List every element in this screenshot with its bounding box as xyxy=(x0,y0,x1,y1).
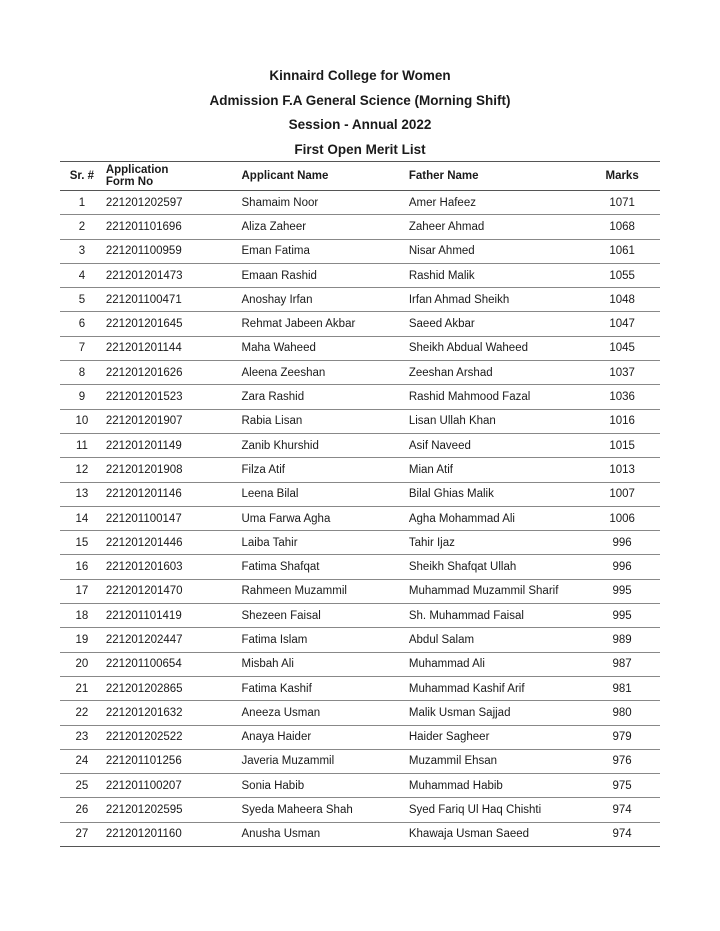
table-row xyxy=(60,433,660,457)
father-name-cell: Sheikh Abdual Waheed xyxy=(409,336,584,360)
father-name-cell: Agha Mohammad Ali xyxy=(409,506,584,530)
father-name-cell: Muhammad Ali xyxy=(409,652,584,676)
application-no-cell: 221201101419 xyxy=(104,604,242,628)
col-header-applicant-name: Applicant Name xyxy=(242,162,409,191)
application-no-cell: 221201202597 xyxy=(104,191,242,215)
sr-cell: 25 xyxy=(60,774,104,798)
applicant-name-cell: Fatima Kashif xyxy=(242,676,409,700)
application-no-cell: 221201201446 xyxy=(104,531,242,555)
sr-cell: 8 xyxy=(60,361,104,385)
application-no-cell: 221201100471 xyxy=(104,288,242,312)
marks-cell: 996 xyxy=(584,555,660,579)
applicant-name-cell: Rahmeen Muzammil xyxy=(242,579,409,603)
sr-cell: 2 xyxy=(60,215,104,239)
table-row xyxy=(60,191,660,215)
application-no-cell: 221201201473 xyxy=(104,263,242,287)
applicant-name-cell: Filza Atif xyxy=(242,458,409,482)
marks-cell: 1006 xyxy=(584,506,660,530)
marks-cell: 995 xyxy=(584,579,660,603)
table-row xyxy=(60,458,660,482)
marks-cell: 987 xyxy=(584,652,660,676)
sr-cell: 5 xyxy=(60,288,104,312)
applicant-name-cell: Anoshay Irfan xyxy=(242,288,409,312)
applicant-name-cell: Misbah Ali xyxy=(242,652,409,676)
application-no-cell: 221201201632 xyxy=(104,701,242,725)
application-no-cell: 221201201523 xyxy=(104,385,242,409)
application-no-cell: 221201100207 xyxy=(104,774,242,798)
marks-cell: 1055 xyxy=(584,263,660,287)
table-row xyxy=(60,215,660,239)
application-no-cell: 221201201146 xyxy=(104,482,242,506)
sr-cell: 1 xyxy=(60,191,104,215)
father-name-cell: Syed Fariq Ul Haq Chishti xyxy=(409,798,584,822)
sr-cell: 12 xyxy=(60,458,104,482)
col-header-application-line2: Form No xyxy=(105,176,154,188)
applicant-name-cell: Zanib Khurshid xyxy=(242,433,409,457)
application-no-cell: 221201202595 xyxy=(104,798,242,822)
document-header xyxy=(0,64,720,162)
application-no-cell: 221201201645 xyxy=(104,312,242,336)
table-row xyxy=(60,798,660,822)
father-name-cell: Sheikh Shafqat Ullah xyxy=(409,555,584,579)
application-no-cell: 221201201470 xyxy=(104,579,242,603)
table-row xyxy=(60,312,660,336)
table-row xyxy=(60,676,660,700)
table-row xyxy=(60,555,660,579)
father-name-cell: Rashid Malik xyxy=(409,263,584,287)
marks-cell: 1071 xyxy=(584,191,660,215)
applicant-name-cell: Shamaim Noor xyxy=(242,191,409,215)
table-row xyxy=(60,628,660,652)
sr-cell: 20 xyxy=(60,652,104,676)
sr-cell: 13 xyxy=(60,482,104,506)
table-body xyxy=(60,191,660,847)
sr-cell: 17 xyxy=(60,579,104,603)
marks-cell: 980 xyxy=(584,701,660,725)
marks-cell: 979 xyxy=(584,725,660,749)
table-row xyxy=(60,579,660,603)
marks-cell: 1007 xyxy=(584,482,660,506)
applicant-name-cell: Anusha Usman xyxy=(242,822,409,846)
applicant-name-cell: Sonia Habib xyxy=(242,774,409,798)
father-name-cell: Lisan Ullah Khan xyxy=(409,409,584,433)
marks-cell: 1016 xyxy=(584,409,660,433)
father-name-cell: Mian Atif xyxy=(409,458,584,482)
applicant-name-cell: Aneeza Usman xyxy=(242,701,409,725)
father-name-cell: Malik Usman Sajjad xyxy=(409,701,584,725)
application-no-cell: 221201202522 xyxy=(104,725,242,749)
application-no-cell: 221201201603 xyxy=(104,555,242,579)
applicant-name-cell: Maha Waheed xyxy=(242,336,409,360)
applicant-name-cell: Shezeen Faisal xyxy=(242,604,409,628)
marks-cell: 996 xyxy=(584,531,660,555)
application-no-cell: 221201100147 xyxy=(104,506,242,530)
table-row xyxy=(60,774,660,798)
table-row xyxy=(60,652,660,676)
table-header-row xyxy=(60,162,660,191)
father-name-cell: Amer Hafeez xyxy=(409,191,584,215)
sr-cell: 9 xyxy=(60,385,104,409)
applicant-name-cell: Aleena Zeeshan xyxy=(242,361,409,385)
col-header-marks: Marks xyxy=(584,162,660,191)
applicant-name-cell: Rehmat Jabeen Akbar xyxy=(242,312,409,336)
table-row xyxy=(60,288,660,312)
applicant-name-cell: Uma Farwa Agha xyxy=(242,506,409,530)
marks-cell: 975 xyxy=(584,774,660,798)
table-row xyxy=(60,749,660,773)
sr-cell: 23 xyxy=(60,725,104,749)
father-name-cell: Asif Naveed xyxy=(409,433,584,457)
marks-cell: 1068 xyxy=(584,215,660,239)
application-no-cell: 221201202447 xyxy=(104,628,242,652)
applicant-name-cell: Leena Bilal xyxy=(242,482,409,506)
sr-cell: 14 xyxy=(60,506,104,530)
sr-cell: 15 xyxy=(60,531,104,555)
sr-cell: 11 xyxy=(60,433,104,457)
application-no-cell: 221201201160 xyxy=(104,822,242,846)
marks-cell: 995 xyxy=(584,604,660,628)
marks-cell: 989 xyxy=(584,628,660,652)
sr-cell: 16 xyxy=(60,555,104,579)
marks-cell: 1061 xyxy=(584,239,660,263)
application-no-cell: 221201100959 xyxy=(104,239,242,263)
marks-cell: 1048 xyxy=(584,288,660,312)
marks-cell: 1037 xyxy=(584,361,660,385)
table-row xyxy=(60,482,660,506)
college-title: Kinnaird College for Women xyxy=(269,68,451,83)
father-name-cell: Rashid Mahmood Fazal xyxy=(409,385,584,409)
father-name-cell: Zeeshan Arshad xyxy=(409,361,584,385)
merit-list-title: First Open Merit List xyxy=(294,141,426,157)
marks-cell: 1015 xyxy=(584,433,660,457)
table-row xyxy=(60,409,660,433)
father-name-cell: Zaheer Ahmad xyxy=(409,215,584,239)
father-name-cell: Tahir Ijaz xyxy=(409,531,584,555)
application-no-cell: 221201201626 xyxy=(104,361,242,385)
sr-cell: 27 xyxy=(60,822,104,846)
table-row xyxy=(60,336,660,360)
applicant-name-cell: Syeda Maheera Shah xyxy=(242,798,409,822)
applicant-name-cell: Zara Rashid xyxy=(242,385,409,409)
table-row xyxy=(60,701,660,725)
father-name-cell: Irfan Ahmad Sheikh xyxy=(409,288,584,312)
merit-list-table xyxy=(60,161,660,847)
table-row xyxy=(60,725,660,749)
col-header-application-form-no xyxy=(104,162,242,191)
father-name-cell: Bilal Ghias Malik xyxy=(409,482,584,506)
table-row xyxy=(60,531,660,555)
application-no-cell: 221201201149 xyxy=(104,433,242,457)
marks-cell: 974 xyxy=(584,798,660,822)
father-name-cell: Khawaja Usman Saeed xyxy=(409,822,584,846)
sr-cell: 7 xyxy=(60,336,104,360)
applicant-name-cell: Laiba Tahir xyxy=(242,531,409,555)
session-title: Session - Annual 2022 xyxy=(288,117,432,133)
father-name-cell: Haider Sagheer xyxy=(409,725,584,749)
col-header-father-name: Father Name xyxy=(409,162,584,191)
applicant-name-cell: Javeria Muzammil xyxy=(242,749,409,773)
applicant-name-cell: Rabia Lisan xyxy=(242,409,409,433)
applicant-name-cell: Fatima Islam xyxy=(242,628,409,652)
program-title: Admission F.A General Science (Morning Shift) xyxy=(209,92,511,108)
father-name-cell: Abdul Salam xyxy=(409,628,584,652)
applicant-name-cell: Emaan Rashid xyxy=(242,263,409,287)
sr-cell: 10 xyxy=(60,409,104,433)
application-no-cell: 221201201144 xyxy=(104,336,242,360)
col-header-application-line1: Application xyxy=(105,164,169,176)
table-row xyxy=(60,604,660,628)
father-name-cell: Muhammad Muzammil Sharif xyxy=(409,579,584,603)
sr-cell: 3 xyxy=(60,239,104,263)
father-name-cell: Muzammil Ehsan xyxy=(409,749,584,773)
sr-cell: 19 xyxy=(60,628,104,652)
sr-cell: 4 xyxy=(60,263,104,287)
sr-cell: 21 xyxy=(60,676,104,700)
applicant-name-cell: Anaya Haider xyxy=(242,725,409,749)
marks-cell: 981 xyxy=(584,676,660,700)
application-no-cell: 221201101696 xyxy=(104,215,242,239)
application-no-cell: 221201201907 xyxy=(104,409,242,433)
application-no-cell: 221201101256 xyxy=(104,749,242,773)
sr-cell: 24 xyxy=(60,749,104,773)
sr-cell: 22 xyxy=(60,701,104,725)
marks-cell: 1047 xyxy=(584,312,660,336)
table-row xyxy=(60,822,660,846)
marks-cell: 974 xyxy=(584,822,660,846)
father-name-cell: Muhammad Kashif Arif xyxy=(409,676,584,700)
father-name-cell: Sh. Muhammad Faisal xyxy=(409,604,584,628)
applicant-name-cell: Aliza Zaheer xyxy=(242,215,409,239)
applicant-name-cell: Fatima Shafqat xyxy=(242,555,409,579)
father-name-cell: Nisar Ahmed xyxy=(409,239,584,263)
applicant-name-cell: Eman Fatima xyxy=(242,239,409,263)
application-no-cell: 221201201908 xyxy=(104,458,242,482)
father-name-cell: Muhammad Habib xyxy=(409,774,584,798)
table-row xyxy=(60,263,660,287)
marks-cell: 1013 xyxy=(584,458,660,482)
table-row xyxy=(60,506,660,530)
col-header-sr: Sr. # xyxy=(60,162,104,191)
father-name-cell: Saeed Akbar xyxy=(409,312,584,336)
sr-cell: 26 xyxy=(60,798,104,822)
marks-cell: 1045 xyxy=(584,336,660,360)
table-row xyxy=(60,385,660,409)
sr-cell: 18 xyxy=(60,604,104,628)
marks-cell: 976 xyxy=(584,749,660,773)
application-no-cell: 221201202865 xyxy=(104,676,242,700)
sr-cell: 6 xyxy=(60,312,104,336)
table-row xyxy=(60,361,660,385)
table-row xyxy=(60,239,660,263)
marks-cell: 1036 xyxy=(584,385,660,409)
application-no-cell: 221201100654 xyxy=(104,652,242,676)
